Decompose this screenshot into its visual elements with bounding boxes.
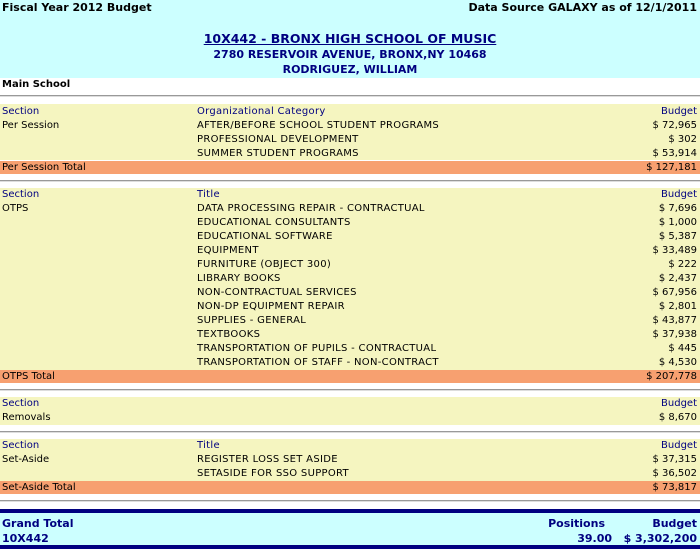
grand-budget-value: $ 3,302,200 — [623, 532, 697, 545]
otps-header-row — [0, 188, 700, 202]
set-aside-total-row — [0, 481, 700, 494]
line-item-label: SUMMER STUDENT PROGRAMS — [197, 148, 359, 159]
divider — [0, 431, 700, 433]
total-amount: $ 207,778 — [646, 371, 697, 382]
divider — [0, 180, 700, 182]
per-session-header-row — [0, 105, 700, 119]
total-amount: $ 127,181 — [646, 162, 697, 173]
line-item-label: PROFESSIONAL DEVELOPMENT — [197, 134, 359, 145]
school-name-link[interactable]: 10X442 - BRONX HIGH SCHOOL OF MUSIC — [203, 31, 497, 46]
col-category-header: Organizational Category — [197, 106, 326, 117]
grand-total-panel — [0, 509, 700, 549]
line-item-label: TEXTBOOKS — [197, 329, 261, 340]
section-name: Removals — [2, 412, 51, 423]
positions-header: Positions — [548, 517, 605, 530]
line-item-amount: $ 5,387 — [658, 231, 697, 242]
table-row — [0, 202, 700, 216]
total-amount: $ 73,817 — [652, 482, 697, 493]
section-name: OTPS — [2, 203, 29, 214]
line-item-amount: $ 37,938 — [652, 329, 697, 340]
line-item-label: EDUCATIONAL SOFTWARE — [197, 231, 333, 242]
otps-total-row — [0, 370, 700, 383]
line-item-label: NON-CONTRACTUAL SERVICES — [197, 287, 357, 298]
total-label: OTPS Total — [2, 371, 55, 382]
line-item-amount: $ 43,877 — [652, 315, 697, 326]
line-item-amount: $ 8,670 — [658, 412, 697, 423]
line-item-label: DATA PROCESSING REPAIR - CONTRACTUAL — [197, 203, 425, 214]
line-item-amount: $ 2,437 — [658, 273, 697, 284]
line-item-label: FURNITURE (OBJECT 300) — [197, 259, 332, 270]
line-item-amount: $ 33,489 — [652, 245, 697, 256]
school-address: 2780 RESERVOIR AVENUE, BRONX,NY 10468 — [213, 48, 487, 61]
grand-total-label: Grand Total — [2, 517, 74, 530]
total-label: Set-Aside Total — [2, 482, 76, 493]
line-item-label: TRANSPORTATION OF PUPILS - CONTRACTUAL — [197, 343, 437, 354]
line-item-amount: $ 67,956 — [652, 287, 697, 298]
table-row — [0, 216, 700, 230]
table-row — [0, 258, 700, 272]
table-row — [0, 133, 700, 147]
per-session-total-row — [0, 161, 700, 174]
col-section-header: Section — [2, 106, 40, 117]
col-section-header: Section — [2, 398, 40, 409]
table-row — [0, 328, 700, 342]
table-row — [0, 300, 700, 314]
table-row — [0, 453, 700, 467]
line-item-label: EQUIPMENT — [197, 245, 259, 256]
table-row — [0, 244, 700, 258]
total-label: Per Session Total — [2, 162, 86, 173]
table-row — [0, 411, 700, 425]
table-row — [0, 272, 700, 286]
table-row — [0, 356, 700, 370]
grand-budget-header: Budget — [652, 517, 697, 530]
line-item-amount: $ 2,801 — [658, 301, 697, 312]
section-name: Per Session — [2, 120, 60, 131]
report-header — [0, 0, 700, 78]
positions-value: 39.00 — [577, 532, 612, 545]
line-item-amount: $ 36,502 — [652, 468, 697, 479]
line-item-label: LIBRARY BOOKS — [197, 273, 281, 284]
table-row — [0, 119, 700, 133]
table-row — [0, 230, 700, 244]
table-row — [0, 147, 700, 161]
line-item-amount: $ 53,914 — [652, 148, 697, 159]
line-item-label: REGISTER LOSS SET ASIDE — [197, 454, 338, 465]
divider — [0, 95, 700, 97]
set-aside-header-row — [0, 439, 700, 453]
col-budget-header: Budget — [661, 398, 697, 409]
line-item-amount: $ 222 — [668, 259, 697, 270]
col-section-header: Section — [2, 189, 40, 200]
col-budget-header: Budget — [661, 440, 697, 451]
line-item-amount: $ 302 — [668, 134, 697, 145]
line-item-amount: $ 1,000 — [658, 217, 697, 228]
line-item-label: SUPPLIES - GENERAL — [197, 315, 307, 326]
col-title-header: Title — [197, 189, 220, 200]
line-item-amount: $ 72,965 — [652, 120, 697, 131]
data-source-label: Data Source GALAXY as of 12/1/2011 — [468, 1, 697, 14]
table-row — [0, 467, 700, 481]
table-row — [0, 342, 700, 356]
divider — [0, 500, 700, 502]
line-item-label: TRANSPORTATION OF STAFF - NON-CONTRACT — [197, 357, 439, 368]
divider — [0, 389, 700, 391]
line-item-amount: $ 445 — [668, 343, 697, 354]
col-section-header: Section — [2, 440, 40, 451]
line-item-label: AFTER/BEFORE SCHOOL STUDENT PROGRAMS — [197, 120, 440, 131]
col-budget-header: Budget — [661, 189, 697, 200]
line-item-amount: $ 4,530 — [658, 357, 697, 368]
school-code: 10X442 — [2, 532, 49, 545]
main-school-label: Main School — [2, 79, 71, 90]
line-item-label: SETASIDE FOR SSO SUPPORT — [197, 468, 349, 479]
fiscal-year-label: Fiscal Year 2012 Budget — [2, 1, 152, 14]
table-row — [0, 286, 700, 300]
section-name: Set-Aside — [2, 454, 50, 465]
col-budget-header: Budget — [661, 106, 697, 117]
removals-header-row — [0, 397, 700, 411]
table-row — [0, 314, 700, 328]
line-item-label: EDUCATIONAL CONSULTANTS — [197, 217, 351, 228]
line-item-amount: $ 7,696 — [658, 203, 697, 214]
col-title-header: Title — [197, 440, 220, 451]
bottom-border — [0, 545, 700, 549]
principal-name: RODRIGUEZ, WILLIAM — [282, 63, 418, 76]
line-item-label: NON-DP EQUIPMENT REPAIR — [197, 301, 345, 312]
line-item-amount: $ 37,315 — [652, 454, 697, 465]
